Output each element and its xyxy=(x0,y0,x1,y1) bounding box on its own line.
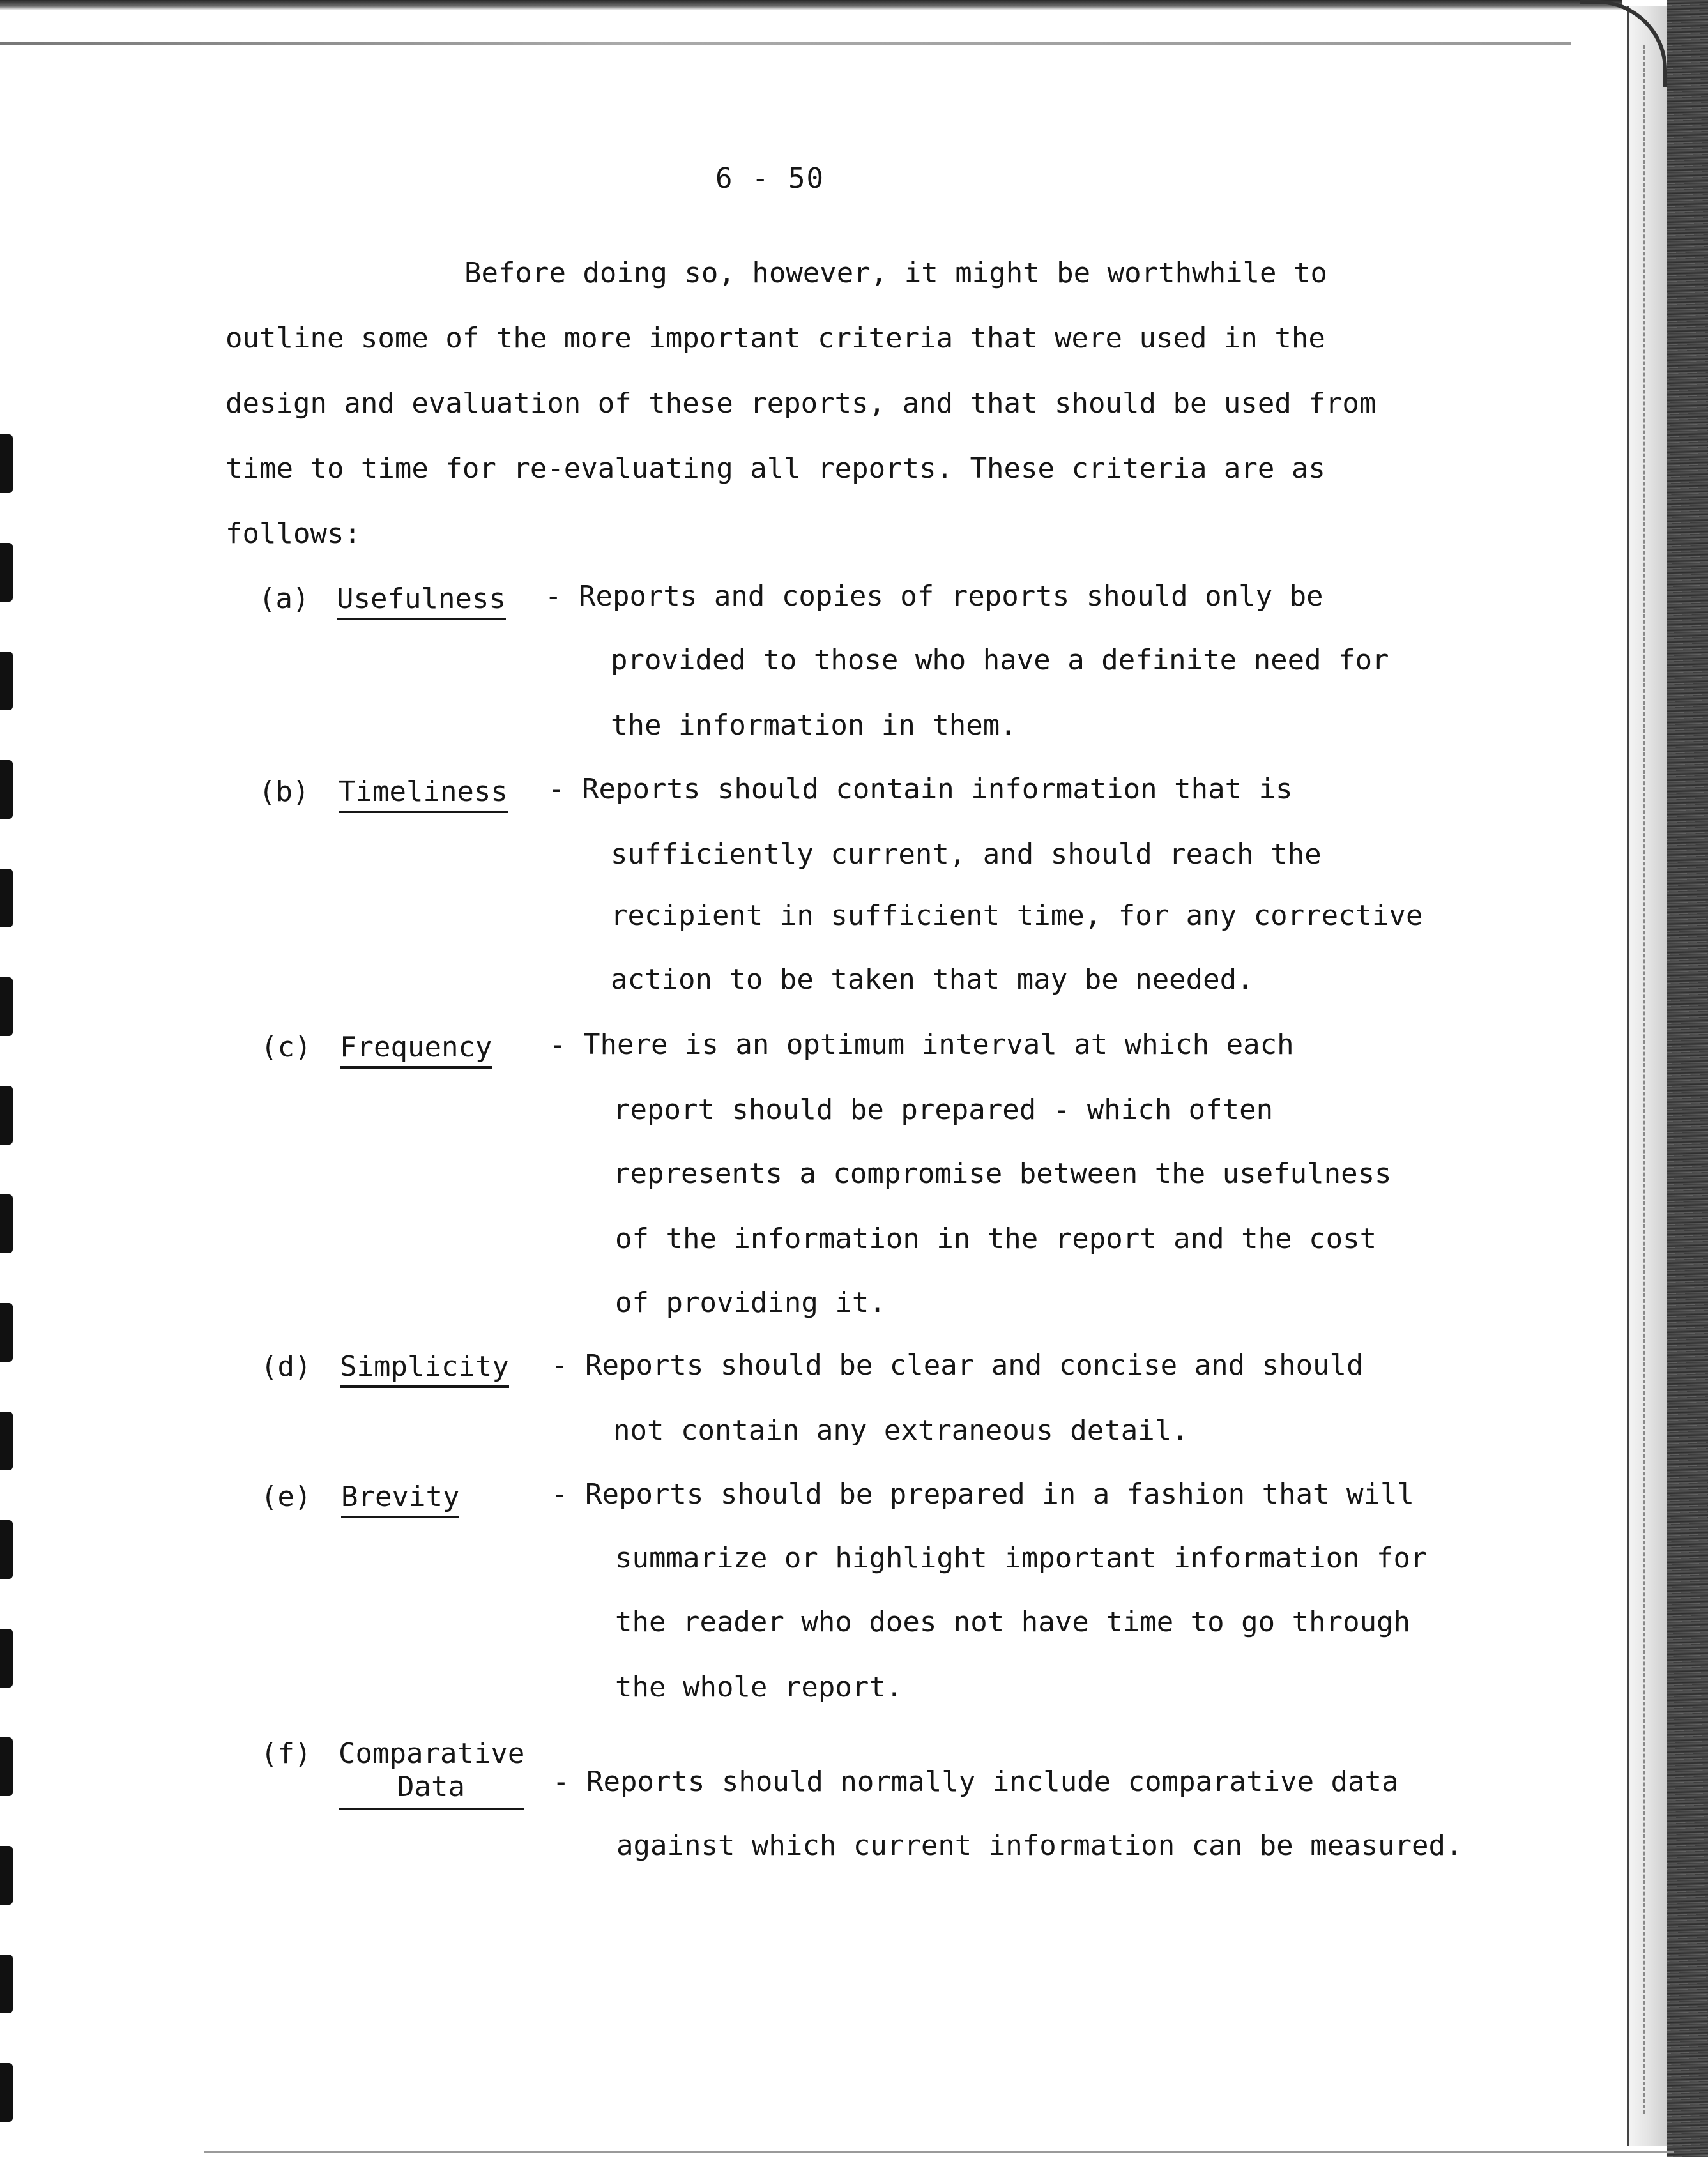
item-f-line-1: - Reports should normally include comparative data xyxy=(553,1765,1399,1798)
item-a-line-3: the information in them. xyxy=(611,709,1017,742)
intro-line-3: design and evaluation of these reports, and that should be used from xyxy=(225,387,1376,420)
item-term-comparative-data xyxy=(339,1737,524,1810)
binder-holes xyxy=(0,434,18,2127)
intro-line-4: time to time for re-evaluating all reports. These criteria are as xyxy=(225,452,1325,485)
intro-line-2: outline some of the more important criteria that were used in the xyxy=(225,322,1325,354)
intro-line-1: Before doing so, however, it might be worthwhile to xyxy=(464,257,1328,289)
binder-mark xyxy=(0,1629,13,1688)
item-b-line-4: action to be taken that may be needed. xyxy=(611,963,1254,996)
item-letter-e: (e) xyxy=(261,1481,312,1513)
binder-mark xyxy=(0,1846,13,1905)
binder-mark xyxy=(0,652,13,710)
scan-bottom-rule xyxy=(204,2151,1674,2153)
item-d-line-2: not contain any extraneous detail. xyxy=(613,1414,1189,1447)
page-fold xyxy=(1627,6,1667,2146)
item-a-line-1: - Reports and copies of reports should only be xyxy=(545,580,1323,613)
scan-top-rule xyxy=(0,42,1571,45)
intro-line-5: follows: xyxy=(225,517,361,550)
item-c-line-1: - There is an optimum interval at which each xyxy=(549,1028,1294,1061)
scan-top-edge xyxy=(0,0,1622,10)
item-c-line-4: of the information in the report and the cost xyxy=(615,1223,1377,1255)
term-underline xyxy=(339,1808,524,1810)
term-line-2: Data xyxy=(397,1771,465,1803)
item-letter-f: (f) xyxy=(261,1737,312,1770)
binder-mark xyxy=(0,1086,13,1145)
item-c-line-2: report should be prepared - which often xyxy=(613,1094,1274,1126)
binder-mark xyxy=(0,1520,13,1579)
item-letter-d: (d) xyxy=(261,1350,312,1383)
item-letter-b: (b) xyxy=(259,775,310,808)
item-e-line-1: - Reports should be prepared in a fashion that will xyxy=(551,1478,1415,1511)
item-f-line-2: against which current information can be measured. xyxy=(616,1829,1463,1862)
item-c-line-5: of providing it. xyxy=(615,1286,886,1319)
item-term-usefulness: Usefulness xyxy=(337,583,506,620)
item-e-line-2: summarize or highlight important information for xyxy=(615,1542,1428,1574)
binder-mark xyxy=(0,1737,13,1796)
binder-mark xyxy=(0,977,13,1036)
page-number: 6 - 50 xyxy=(715,162,825,195)
item-d-line-1: - Reports should be clear and concise and should xyxy=(551,1349,1364,1382)
binder-mark xyxy=(0,543,13,602)
item-c-line-3: represents a compromise between the usefulness xyxy=(613,1157,1392,1190)
scan-right-edge xyxy=(1667,0,1708,2157)
item-term-timeliness: Timeliness xyxy=(339,775,508,813)
item-term-frequency: Frequency xyxy=(340,1031,492,1069)
binder-mark xyxy=(0,1303,13,1362)
binder-mark xyxy=(0,760,13,819)
item-e-line-3: the reader who does not have time to go through xyxy=(615,1606,1411,1638)
binder-mark xyxy=(0,869,13,927)
binder-mark xyxy=(0,1412,13,1470)
fold-dashes xyxy=(1643,45,1645,2114)
item-b-line-1: - Reports should contain information that is xyxy=(548,773,1293,805)
item-b-line-2: sufficiently current, and should reach the xyxy=(611,838,1322,871)
item-a-line-2: provided to those who have a definite need for xyxy=(611,644,1389,676)
item-term-brevity: Brevity xyxy=(341,1481,459,1518)
binder-mark xyxy=(0,434,13,493)
item-letter-a: (a) xyxy=(259,583,310,615)
item-b-line-3: recipient in sufficient time, for any corrective xyxy=(611,899,1423,932)
binder-mark xyxy=(0,1194,13,1253)
binder-mark xyxy=(0,2063,13,2122)
term-line-1: Comparative xyxy=(339,1737,525,1770)
binder-mark xyxy=(0,1955,13,2013)
item-letter-c: (c) xyxy=(261,1031,312,1063)
item-e-line-4: the whole report. xyxy=(615,1671,903,1703)
item-term-simplicity: Simplicity xyxy=(340,1350,509,1388)
